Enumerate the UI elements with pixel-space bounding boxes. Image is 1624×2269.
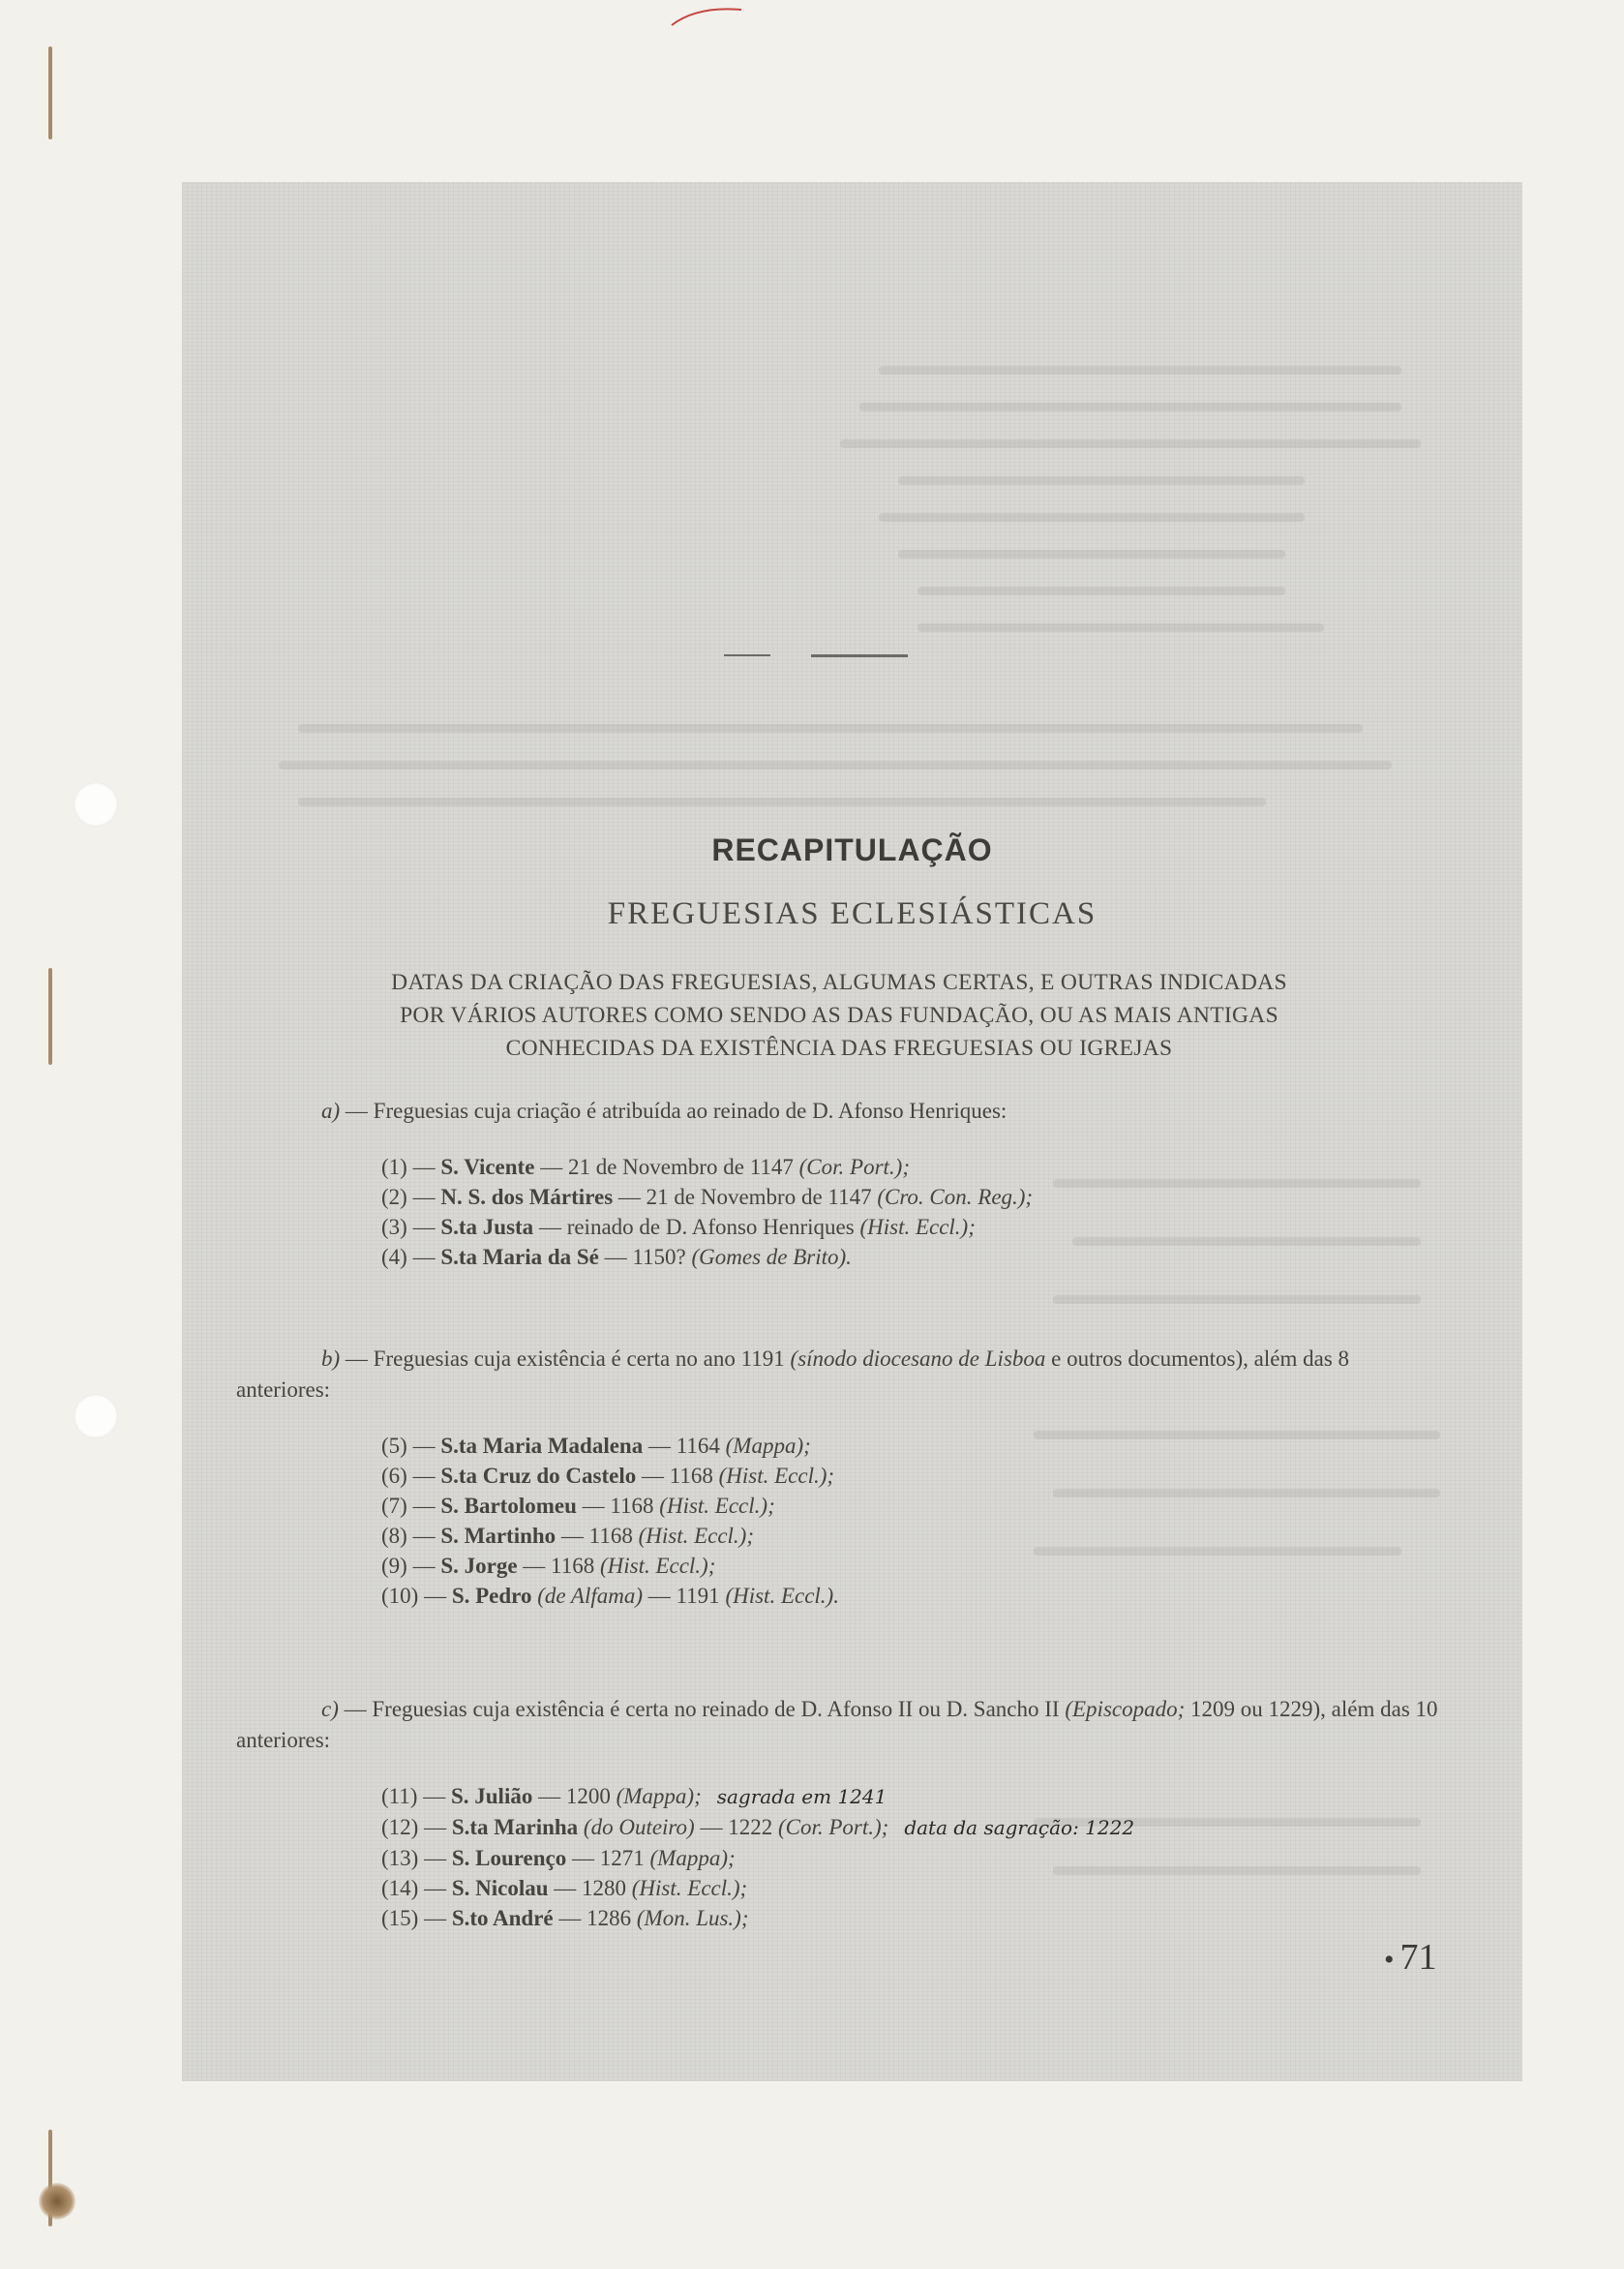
binder-hole — [74, 782, 118, 827]
section-intro — [236, 1344, 1446, 1406]
entry-name: S. Pedro — [451, 1584, 532, 1608]
entry-name: S. Lourenço — [451, 1846, 567, 1870]
entry-number: (3) — — [381, 1215, 436, 1239]
section-intro — [236, 1694, 1446, 1756]
ornament-divider — [724, 645, 917, 664]
entry-name: S. Vicente — [440, 1155, 535, 1179]
list-item — [381, 1873, 1446, 1903]
entry-date: — 1164 — [643, 1434, 726, 1458]
entry-name: S.ta Cruz do Castelo — [440, 1464, 637, 1488]
section-c — [236, 1694, 1446, 1933]
entry-number: (10) — — [381, 1584, 447, 1608]
page-number-value: 71 — [1399, 1937, 1437, 1978]
heading-line: CONHECIDAS DA EXISTÊNCIA DAS FREGUESIAS OU IGREJAS — [505, 1036, 1173, 1061]
section-a — [236, 1096, 1446, 1272]
list-item — [381, 1812, 1446, 1843]
list-item — [381, 1491, 1446, 1521]
list-item — [381, 1581, 1446, 1611]
entry-source: (Cor. Port.); — [777, 1815, 889, 1839]
photocopied-page — [182, 182, 1522, 2081]
section-letter: c) — [321, 1697, 339, 1721]
list-item — [381, 1431, 1446, 1461]
entry-date: — 1168 — [556, 1524, 639, 1548]
entry-source: (Cor. Port.); — [798, 1155, 910, 1179]
entry-date: — 1222 — [694, 1815, 778, 1839]
entry-number: (12) — — [381, 1815, 447, 1839]
entry-date: — 1191 — [643, 1584, 726, 1608]
entry-source: (Hist. Eccl.); — [859, 1215, 976, 1239]
section-intro-tail: e outros documentos), além das 8 anteriores: — [236, 1346, 1350, 1402]
entry-name: S.ta Maria da Sé — [440, 1245, 599, 1269]
rust-stain — [39, 2183, 75, 2220]
list-item — [381, 1212, 1446, 1242]
list-item — [381, 1152, 1446, 1182]
entry-source: (Mappa); — [616, 1784, 702, 1808]
entry-source: (Hist. Eccl.); — [659, 1494, 775, 1518]
entry-source: (Mappa); — [649, 1846, 736, 1870]
entry-name: S. Nicolau — [451, 1876, 549, 1900]
list-item — [381, 1461, 1446, 1491]
staple-mark — [48, 46, 52, 139]
entry-source: (Cro. Con. Reg.); — [877, 1185, 1034, 1209]
entry-locality: (do Outeiro) — [578, 1815, 695, 1839]
entry-name: S. Bartolomeu — [440, 1494, 577, 1518]
entry-name: S. Jorge — [440, 1554, 518, 1578]
entry-source: (Mappa); — [725, 1434, 811, 1458]
entry-list — [381, 1781, 1446, 1933]
section-intro-text: — Freguesias cuja criação é atribuída ao reinado de D. Afonso Henriques: — [345, 1099, 1007, 1123]
entry-list — [381, 1152, 1446, 1272]
list-item — [381, 1781, 1446, 1812]
entry-number: (13) — — [381, 1846, 447, 1870]
section-intro-italic: (sínodo diocesano de Lisboa — [790, 1346, 1046, 1371]
entry-source: (Hist. Eccl.). — [725, 1584, 839, 1608]
section-intro-text: — Freguesias cuja existência é certa no ano 1191 — [345, 1346, 791, 1371]
entry-number: (5) — — [381, 1434, 436, 1458]
handwritten-note: sagrada em 1241 — [716, 1785, 887, 1808]
entry-date: — reinado de D. Afonso Henriques — [533, 1215, 860, 1239]
page-number — [1384, 1936, 1437, 1979]
entry-number: (2) — — [381, 1185, 436, 1209]
entry-date: — 1150? — [598, 1245, 692, 1269]
entry-source: (Hist. Eccl.); — [631, 1876, 748, 1900]
list-item — [381, 1182, 1446, 1212]
entry-number: (8) — — [381, 1524, 436, 1548]
heading-block — [234, 966, 1444, 1065]
entry-date: — 1286 — [553, 1906, 637, 1930]
heading-line: POR VÁRIOS AUTORES COMO SENDO AS DAS FUNDAÇÃO, OU AS MAIS ANTIGAS — [400, 1003, 1278, 1028]
entry-locality: (de Alfama) — [531, 1584, 644, 1608]
entry-name: S.ta Maria Madalena — [440, 1434, 644, 1458]
entry-name: S.to André — [451, 1906, 554, 1930]
entry-number: (11) — — [381, 1784, 446, 1808]
section-intro-text: — Freguesias cuja existência é certa no reinado de D. Afonso II ou D. Sancho II — [344, 1697, 1066, 1721]
entry-name: N. S. dos Mártires — [440, 1185, 614, 1209]
section-intro — [236, 1096, 1446, 1127]
red-pencil-mark — [668, 4, 745, 27]
section-subtitle: FREGUESIAS ECLESIÁSTICAS — [607, 896, 1098, 931]
entry-number: (4) — — [381, 1245, 436, 1269]
entry-list — [381, 1431, 1446, 1611]
entry-date: — 1168 — [576, 1494, 660, 1518]
entry-date: — 1168 — [517, 1554, 600, 1578]
entry-number: (7) — — [381, 1494, 436, 1518]
binder-hole — [74, 1394, 118, 1438]
entry-date: — 1200 — [532, 1784, 617, 1808]
recapitulation-title: RECAPITULAÇÃO — [711, 832, 993, 867]
entry-source: (Hist. Eccl.); — [599, 1554, 716, 1578]
list-item — [381, 1551, 1446, 1581]
entry-date: — 21 de Novembro de 1147 — [534, 1155, 799, 1179]
entry-date: — 1280 — [548, 1876, 632, 1900]
section-intro-italic: (Episcopado; — [1065, 1697, 1186, 1721]
section-b — [236, 1344, 1446, 1611]
list-item — [381, 1521, 1446, 1551]
section-letter: a) — [321, 1099, 341, 1123]
entry-source: (Gomes de Brito). — [691, 1245, 852, 1269]
page-number-dot: • — [1384, 1944, 1395, 1976]
entry-name: S. Julião — [450, 1784, 533, 1808]
list-item — [381, 1903, 1446, 1933]
entry-number: (14) — — [381, 1876, 447, 1900]
heading-line: DATAS DA CRIAÇÃO DAS FREGUESIAS, ALGUMAS CERTAS, E OUTRAS INDICADAS — [391, 970, 1287, 995]
list-item — [381, 1843, 1446, 1873]
entry-date: — 21 de Novembro de 1147 — [613, 1185, 878, 1209]
entry-source: (Hist. Eccl.); — [718, 1464, 835, 1488]
section-intro-tail: 1209 ou 1229), além das 10 anteriores: — [236, 1697, 1438, 1752]
entry-name: S.ta Marinha — [451, 1815, 579, 1839]
entry-name: S. Martinho — [440, 1524, 556, 1548]
handwritten-note: data da sagração: 1222 — [904, 1816, 1135, 1839]
entry-source: (Hist. Eccl.); — [638, 1524, 755, 1548]
entry-source: (Mon. Lus.); — [636, 1906, 749, 1930]
entry-date: — 1168 — [636, 1464, 719, 1488]
entry-name: S.ta Justa — [440, 1215, 534, 1239]
entry-number: (6) — — [381, 1464, 436, 1488]
entry-date: — 1271 — [566, 1846, 650, 1870]
section-letter: b) — [321, 1346, 341, 1371]
list-item — [381, 1242, 1446, 1272]
entry-number: (15) — — [381, 1906, 447, 1930]
entry-number: (9) — — [381, 1554, 436, 1578]
staple-mark — [48, 968, 52, 1065]
entry-number: (1) — — [381, 1155, 436, 1179]
